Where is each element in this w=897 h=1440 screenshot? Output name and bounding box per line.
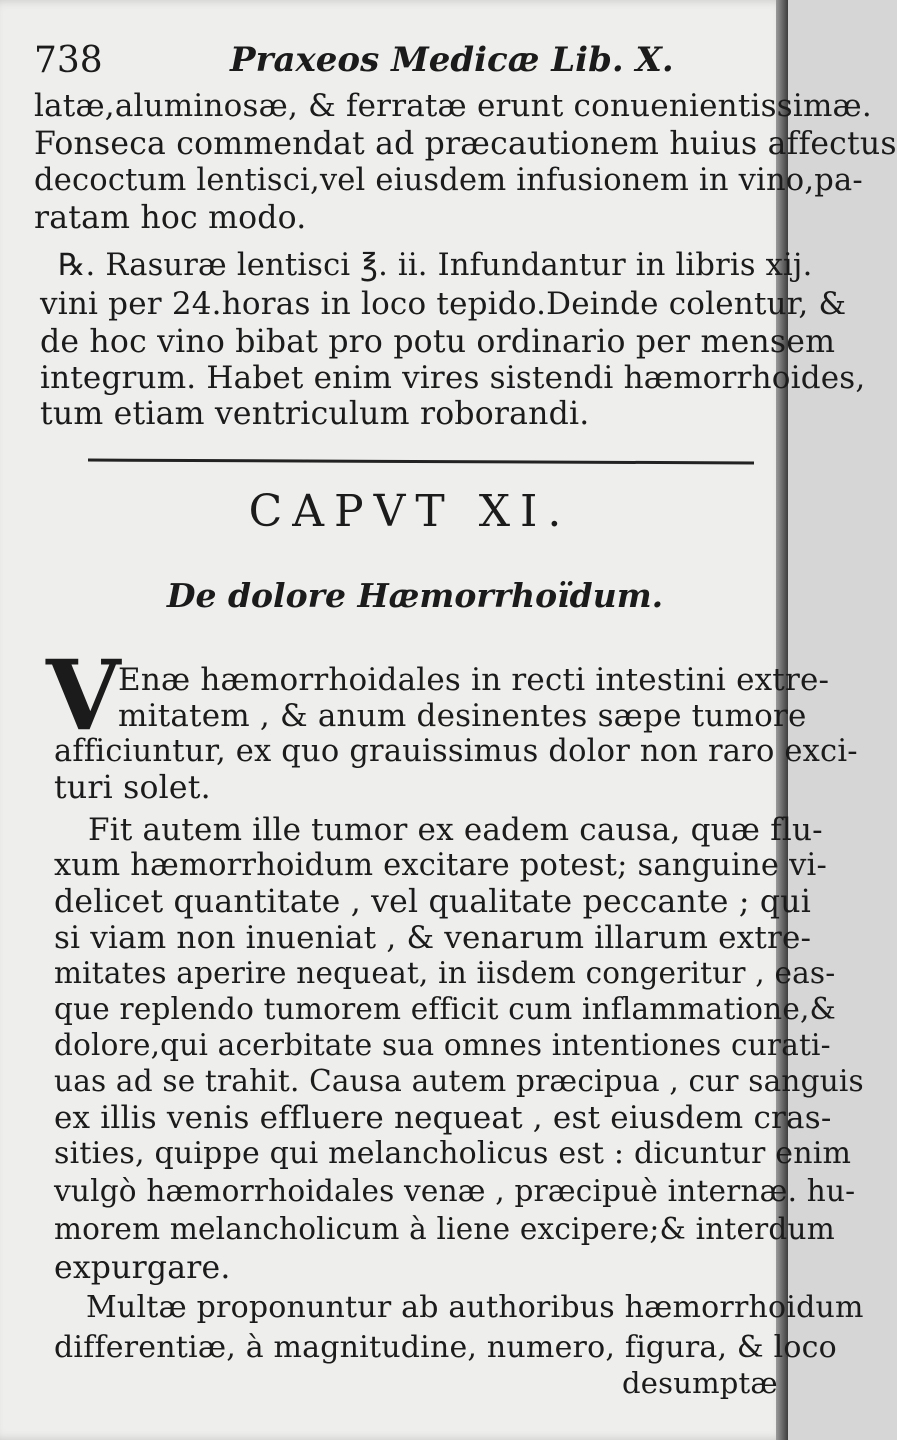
drop-cap: V [46, 639, 121, 752]
text-line: uas ad se trahit. Causa autem præcipua , cur sanguis [54, 1064, 864, 1098]
text-line: si viam non inueniat , & venarum illarum extre- [54, 920, 812, 956]
text-line: mitates aperire nequeat, in iisdem congeritur , eas- [54, 956, 836, 990]
text-line: integrum. Habet enim vires sistendi hæmorrhoides, [40, 360, 866, 396]
text-line: xum hæmorrhoidum excitare potest; sanguine vi- [54, 848, 827, 883]
text-line: de hoc vino bibat pro potu ordinario per mensem [40, 324, 836, 360]
text-line: sities, quippe qui melancholicus est : dicuntur enim [54, 1136, 852, 1171]
text-line: differentiæ, à magnitudine, numero, figura, & loco [54, 1330, 837, 1365]
text-line: vini per 24.horas in loco tepido.Deinde colentur, & [40, 286, 847, 322]
text-line: Enæ hæmorrhoidales in recti intestini extre- [118, 662, 830, 698]
text-line: vulgò hæmorrhoidales venæ , præcipuè internæ. hu- [54, 1174, 856, 1208]
chapter-title: CAPVT XI. [248, 486, 572, 537]
text-line: Multæ proponuntur ab authoribus hæmorrhoidum [86, 1290, 864, 1325]
text-line: mitatem , & anum desinentes sæpe tumore [118, 698, 807, 734]
section-divider-rule [88, 459, 754, 465]
text-line: latæ,aluminosæ, & ferratæ erunt conuenientissimæ. [34, 88, 872, 124]
text-line: delicet quantitate , vel qualitate peccante ; qui [54, 884, 812, 920]
text-line: dolore,qui acerbitate sua omnes intentiones curati- [54, 1028, 831, 1062]
text-line: Fit autem ille tumor ex eadem causa, quæ flu- [88, 812, 823, 848]
text-line: morem melancholicum à liene excipere;& interdum [54, 1212, 835, 1246]
text-line: decoctum lentisci,vel eiusdem infusionem in vino,pa- [34, 163, 863, 198]
text-line: que replendo tumorem efficit cum inflammatione,& [54, 992, 837, 1026]
text-line: ratam hoc modo. [34, 200, 307, 236]
text-line: Fonseca commendat ad præcautionem huius affectus [34, 126, 897, 162]
text-line: expurgare. [54, 1250, 231, 1286]
text-line: turi solet. [54, 770, 211, 806]
text-line: ex illis venis effluere nequeat , est eiusdem cras- [54, 1100, 832, 1136]
chapter-subtitle: De dolore Hæmorrhoïdum. [166, 576, 664, 615]
recipe-line: ℞. Rasuræ lentisci ℥. ii. Infundantur in libris xij. [58, 248, 813, 283]
text-line: tum etiam ventriculum roborandi. [40, 396, 590, 432]
text-line: afficiuntur, ex quo grauissimus dolor non raro exci- [54, 734, 858, 769]
catchword: desumptæ [622, 1366, 778, 1400]
page-number: 738 [34, 40, 103, 81]
running-head: Praxeos Medicæ Lib. X. [230, 40, 674, 80]
page-header [34, 40, 774, 90]
